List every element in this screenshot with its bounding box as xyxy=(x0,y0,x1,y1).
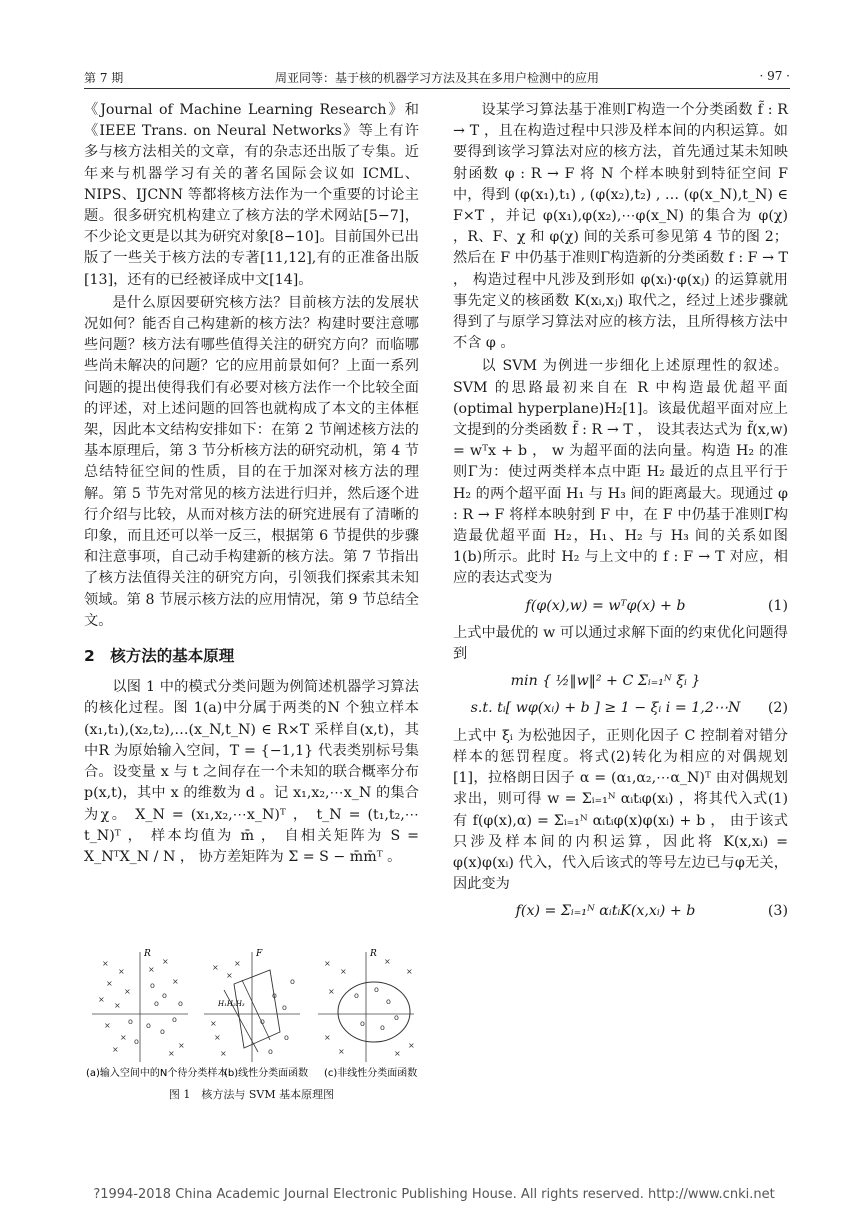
equation-2-number: (2) xyxy=(767,700,788,717)
svg-text:o: o xyxy=(374,985,379,994)
page-number: · 97 · xyxy=(759,69,790,83)
svg-text:×: × xyxy=(408,1041,415,1050)
svg-text:×: × xyxy=(172,977,179,986)
paragraph-svm: 以 SVM 为例进一步细化上述原理性的叙述。SVM 的思路最初来自在 R 中构造最优超平面 (optimal hyperplane)H₂[1]。该最优超平面对应上文提到的分类函数 f̃ : R → T ， 设其表达式为 f̃(x,w) = wᵀx + b ， w 为超平面的法向量。构造 H₂ 的准则Γ为：使过两类样本点中距 H₂ 最近的点且平行于 H₂ 的两个超平面 H₁ 与 H₃ 间的距离最大。现通过 φ : R → F 将样本映射到 F 中，在 F 中仍基于准则Γ构造最优超平面 H₂，H₁、H₂ 与 H₃ 间的关系如图 1(b)所示。此时 H₂ 与上文中的 f : F → T 对应，相应的表达式变为 xyxy=(453,358,788,587)
svg-text:o: o xyxy=(354,991,359,1000)
svg-text:×: × xyxy=(106,979,113,988)
svg-text:×: × xyxy=(178,1041,185,1050)
svg-text:o: o xyxy=(282,1003,287,1012)
figure-1-graphic xyxy=(84,944,419,1080)
copyright-footer: ?1994-2018 China Academic Journal Electronic Publishing House. All rights reserved. http://www.cnki.net xyxy=(93,1187,775,1202)
svg-text:×: × xyxy=(212,963,219,972)
svg-text:o: o xyxy=(268,1047,273,1056)
paragraph-principle: 以图 1 中的模式分类问题为例简述机器学习算法的核化过程。图 1(a)中分属于两类的N 个独立样本(x₁,t₁),(x₂,t₂),…(x_N,t_N) ∈ R×T 采样自(x,t)，其中R 为原始输入空间，T = {−1,1} 代表类别标号集合。设变量 x 与 t 之间存在一个未知的联合概率分布 p(x,t)，其中 x 的维数为 d 。记 x₁,x₂,⋯x_N 的集合为χ。 X_N = (x₁,x₂,⋯x_N)ᵀ ， t_N = (t₁,t₂,⋯t_N)ᵀ ， 样本均值为 m̄ ， 自相关矩阵为 S = X_NᵀX_N / N ， 协方差矩阵为 Σ = S − m̄m̄ᵀ 。 xyxy=(84,679,419,865)
svg-text:×: × xyxy=(324,959,331,968)
svg-text:×: × xyxy=(118,967,125,976)
svg-text:×: × xyxy=(124,987,131,996)
equation-1-number: (1) xyxy=(767,597,788,614)
svg-text:×: × xyxy=(214,1033,221,1042)
svg-text:o: o xyxy=(284,1033,289,1042)
running-header xyxy=(84,66,790,89)
svg-text:×: × xyxy=(148,965,155,974)
svg-text:o: o xyxy=(160,1027,165,1036)
svg-text:×: × xyxy=(226,971,233,980)
panel-a-plot xyxy=(92,949,188,1062)
svg-text:×: × xyxy=(104,1021,111,1030)
svg-text:×: × xyxy=(120,1033,127,1042)
svg-text:×: × xyxy=(384,957,391,966)
svg-text:×: × xyxy=(162,957,169,966)
axis-label-b: F xyxy=(256,949,263,959)
paragraph-dual: 上式中 ξᵢ 为松弛因子，正则化因子 C 控制着对错分样本的惩罚程度。将式(2)转化为相应的对偶规划[1]，拉格朗日因子 α = (α₁,α₂,⋯α_N)ᵀ 由对偶规划求出，则可得 w = Σᵢ₌₁ᴺ αᵢtᵢφ(xᵢ) ，将其代入式(1)有 f(φ(x),α) = Σᵢ₌₁ᴺ αᵢtᵢφ(x)φ(xᵢ) + b ， 由于该式只涉及样本间的内积运算，因此将 K(x,xᵢ) = φ(x)φ(xᵢ) 代入，代入后该式的等号左边已与φ无关，因此变为 xyxy=(453,727,788,893)
svg-text:o: o xyxy=(162,991,167,1000)
svg-text:×: × xyxy=(114,1001,121,1010)
paragraph-questions: 是什么原因要研究核方法？目前核方法的发展状况如何？能否自己构建新的核方法？构建时要注意哪些问题？核方法有哪些值得关注的研究方向？而临哪些尚未解决的问题？它的应用前景如何？上面一系列问题的提出使得我们有必要对核方法作一个比较全面的评述，对上述问题的回答也就构成了本文的主体框架，因此本文结构安排如下：在第 2 节阐述核方法的基本原理后，第 3 节分析核方法的研究动机，第 4 节总结特征空间的性质，目的在于加深对核方法的理解。第 5 节先对常见的核方法进行归并，然后逐个进行介绍与比较，从而对核方法的研究进展有了清晰的印象，而且还可以举一反三，根据第 6 节提供的步骤和注意事项，自己动手构建新的核方法。第 7 节指出了核方法值得关注的研究方向，引领我们探索其未知领域。第 8 节展示核方法的应用情况，第 9 节总结全文。 xyxy=(84,294,419,629)
svg-text:o: o xyxy=(134,1037,139,1046)
svg-text:×: × xyxy=(406,967,413,976)
svg-text:×: × xyxy=(168,1049,175,1058)
axis-label-a: R xyxy=(144,949,151,959)
svg-text:o: o xyxy=(386,997,391,1006)
svg-text:o: o xyxy=(360,1019,365,1028)
svg-text:×: × xyxy=(98,995,105,1004)
figure-title: 图 1 核方法与 SVM 基本原理图 xyxy=(168,1088,335,1101)
running-title: 周亚同等：基于核的机器学习方法及其在多用户检测中的应用 xyxy=(274,71,599,85)
section-heading: 2 核方法的基本原理 xyxy=(84,647,235,666)
svg-text:o: o xyxy=(380,1023,385,1032)
svg-text:×: × xyxy=(220,1049,227,1058)
equation-2-st: s.t. tᵢ[ wφ(xᵢ) + b ] ≥ 1 − ξᵢ i = 1,2⋯N xyxy=(470,700,741,717)
equation-3 xyxy=(453,901,788,922)
svg-text:o: o xyxy=(150,981,155,990)
equation-1 xyxy=(453,596,788,617)
svg-text:o: o xyxy=(272,991,277,1000)
caption-a: (a)输入空间中的N个待分类样本 xyxy=(86,1068,228,1079)
svg-text:H₁H₂H₃: H₁H₂H₃ xyxy=(218,1000,245,1008)
svg-text:×: × xyxy=(234,959,241,968)
svg-text:o: o xyxy=(154,999,159,1008)
equation-2-constraint xyxy=(453,698,788,719)
equation-2-objective xyxy=(453,671,788,692)
svg-text:×: × xyxy=(324,1033,331,1042)
issue-number: 第 7 期 xyxy=(84,71,124,85)
caption-c: (c)非线性分类面函数 xyxy=(324,1068,418,1079)
svg-text:o: o xyxy=(178,999,183,1008)
equation-1-body: f(φ(x),w) = wᵀφ(x) + b xyxy=(525,597,686,614)
svg-text:o: o xyxy=(290,977,295,986)
paragraph-kernelization: 设某学习算法基于准则Γ构造一个分类函数 f̃ : R → T ，且在构造过程中只涉及样本间的内积运算。如要得到该学习算法对应的核方法，首先通过某未知映射函数 φ : R → F 将 N 个样本映射到特征空间 F 中，得到 (φ(x₁),t₁) , (φ(x₂),t₂) , … (φ(x_N),t_N) ∈ F×T ，并记 φ(x₁),φ(x₂),⋯φ(x_N) 的集合为 φ(χ) ，R、F、χ 和 φ(χ) 间的关系可参见第 4 节的图 2；然后在 F 中仍基于准则Γ构造新的分类函数 f : F → T ， 构造过程中凡涉及到形如 φ(xᵢ)·φ(xⱼ) 的运算就用事先定义的核函数 K(xᵢ,xⱼ) 取代之，经过上述步骤就得到了与原学习算法对应的核方法，且所得核方法中不含 φ 。 xyxy=(453,102,788,352)
svg-text:o: o xyxy=(394,1013,399,1022)
svg-text:×: × xyxy=(338,1047,345,1056)
equation-2-min: min { ½‖w‖² + C Σᵢ₌₁ᴺ ξᵢ } xyxy=(510,673,701,690)
figure-1 xyxy=(84,944,419,1080)
axis-label-c: R xyxy=(370,949,377,959)
equation-3-body: f(x) = Σᵢ₌₁ᴺ αᵢtᵢK(x,xᵢ) + b xyxy=(515,903,696,920)
right-column xyxy=(453,100,788,929)
left-column xyxy=(84,100,419,870)
svg-text:o: o xyxy=(128,1017,133,1026)
paragraph-intro-cont: 《Journal of Machine Learning Research》和《IEEE Trans. on Neural Networks》等上有许多与核方法相关的文章，有的杂志还出版了专集。近年来与机器学习有关的著名国际会议如 ICML、NIPS、IJCNN 等都将核方法作为一个重要的讨论主题。很多研究机构建立了核方法的学术网站[5−7]，不少论文更是以其为研究对象[8−10]。目前国外已出版了一些关于核方法的专著[11,12],有的正准备出版[13]，还有的已经被译成中文[14]。 xyxy=(84,102,419,288)
svg-text:o: o xyxy=(172,1015,177,1024)
svg-text:o: o xyxy=(146,1021,151,1030)
equation-3-number: (3) xyxy=(767,903,788,920)
svg-text:o: o xyxy=(260,1017,265,1026)
svg-text:×: × xyxy=(210,1019,217,1028)
svg-text:×: × xyxy=(102,959,109,968)
panel-c-plot xyxy=(318,949,415,1062)
svg-text:×: × xyxy=(340,967,347,976)
svg-text:×: × xyxy=(328,987,335,996)
paragraph-optimization: 上式中最优的 w 可以通过求解下面的约束优化问题得到 xyxy=(453,624,788,663)
svg-text:×: × xyxy=(394,1049,401,1058)
caption-b: (b)线性分类面函数 xyxy=(224,1068,309,1079)
svg-text:×: × xyxy=(112,1045,119,1054)
panel-b-plot xyxy=(204,949,300,1062)
